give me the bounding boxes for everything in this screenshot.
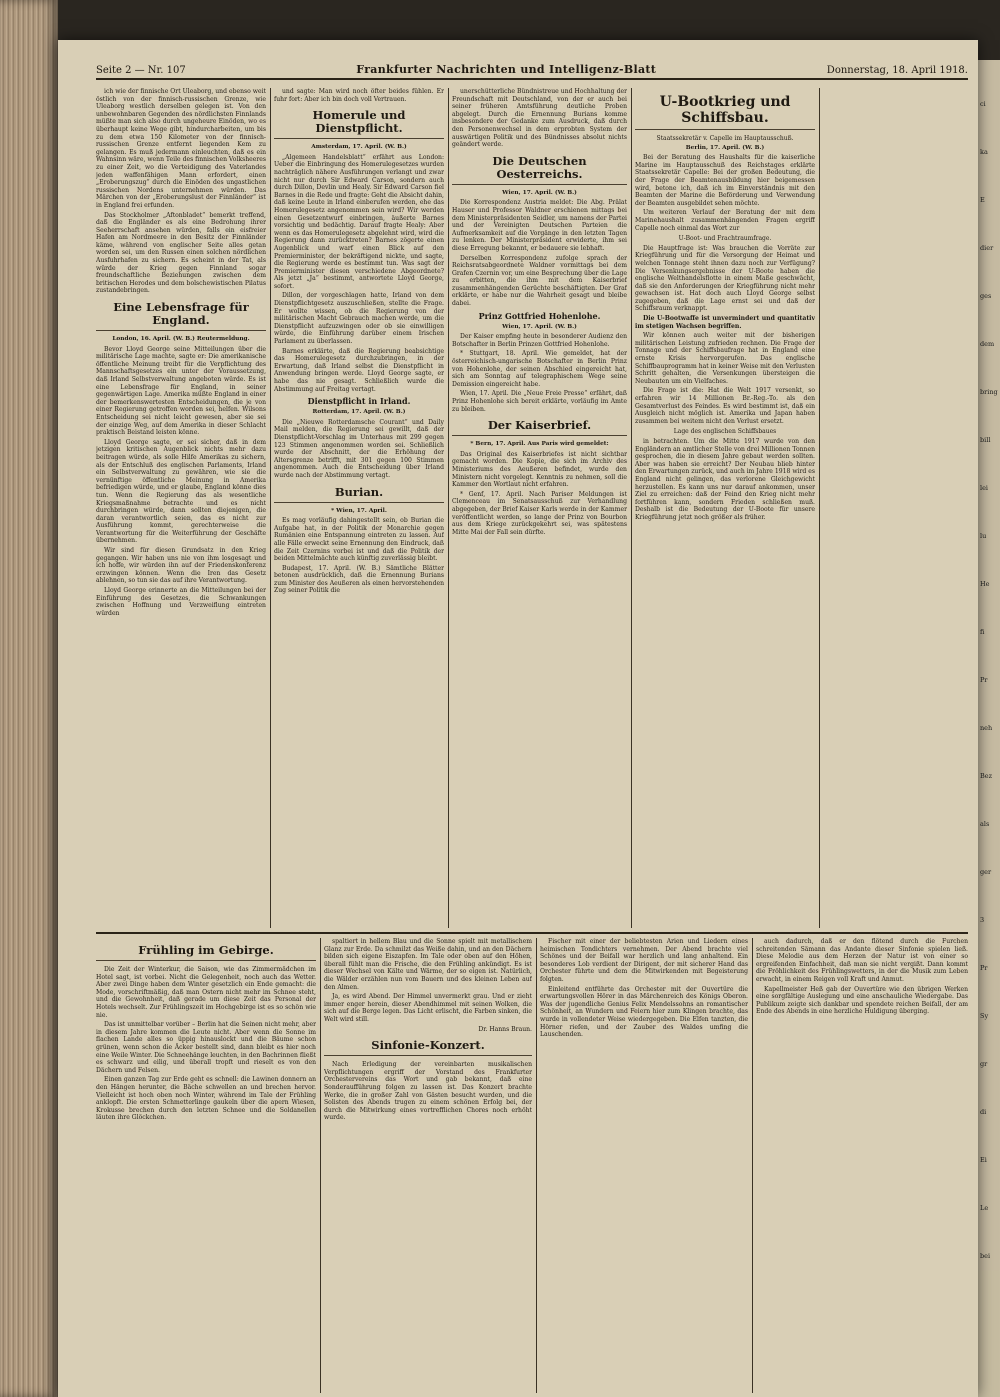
next-page-fragment: 3 [980, 916, 985, 924]
feuilleton-text: spaltiert in hellem Blau und die Sonne spielt mit metallischem Glanz zur Erde. Da schmilzt das Weiße dahin, und an den Dächern bilden sich eigene Eiszapfen. Im Tale oder oben auf den Höhen, überall fühlt man die Frische, die den Frühling ankündigt. Es ist dieser Wechsel von Kälte und Wärme, der so eigen ist. Natürlich, die Wälder erzählen nun vom Bauern und des kleinen Leben auf den Almen. [324, 938, 532, 991]
sub-headline: Staatssekretär v. Capelle im Hauptausschuß. [656, 135, 794, 142]
next-page-fragment: dier [980, 244, 994, 252]
next-page-fragment: ci [980, 100, 986, 108]
dateline: Rotterdam, 17. April. (W. B.) [312, 409, 406, 416]
column-rule [752, 938, 753, 1393]
feuilleton-text: auch dadurch, daß er den flötend durch die Furchen schreitenden Sämann das Andante dieser Sinfonie spielen ließ. Diese Melodie aus dem Herzen der Natur ist von einer so ergreifenden Einfachheit, daß man sie nicht vergißt. Dann kommt die Fröhlichkeit des Frühlingswetters, in der die Musik zum Leben erwacht, in einem Reigen voll Kraft und Anmut. [756, 938, 968, 983]
next-page-fragment: fi [980, 628, 985, 636]
article-text: Dillon, der vorgeschlagen hatte, Irland von dem Dienstpflichtgesetz auszuschließen, stellte die Frage. Er wollte wissen, ob die Regierung von der militärischen Macht Gebrauch machen werde, um die Dienstpflicht aufzuzwingen oder ob sie einwilligen würde, die Einführung darüber einem Irischen Parlament zu überlassen. [274, 292, 444, 346]
sub-headline: Dienstpflicht in Irland. [307, 396, 411, 407]
next-page-fragment: ger [980, 868, 992, 876]
article-headline: Die Deutschen Oesterreichs. [452, 155, 627, 185]
next-page-fragment: bei [980, 1252, 991, 1260]
dateline: Wien, 17. April. (W. B.) [502, 323, 577, 330]
article-text: Um weiteren Verlauf der Beratung der mit dem Marinehaushalt zusammenhängenden Fragen ergriff Capelle noch einmal das Wort zur [635, 209, 815, 232]
next-page-fragment: bring [980, 388, 998, 396]
next-page-fragment: als [980, 820, 990, 828]
sub-headline: U-Boot- und Frachtraumfrage. [678, 235, 772, 243]
next-page-fragment: Sy [980, 1012, 989, 1020]
page-number: Seite 2 — Nr. 107 [96, 65, 186, 76]
dateline: Wien, 17. April. (W. B.) [502, 189, 577, 196]
next-page-fragment: dem [980, 340, 995, 348]
next-page-fragment: Le [980, 1204, 989, 1212]
next-page-fragment: E [980, 196, 985, 204]
feuilleton-headline: Sinfonie-Konzert. [324, 1039, 532, 1056]
dateline: Berlin, 17. April. (W. B.) [685, 144, 765, 151]
article-text: * Genf, 17. April. Nach Pariser Meldungen ist Clemenceau im Senatsausschuß zur Verhandlung abgegeben, der Brief Kaiser Karls werde in der Kammer veröffentlicht werden, so lange der Prinz von Bourbon aus dem Kriege zurückgekehrt sei, was spätestens Mitte Mai der Fall sein dürfte. [452, 490, 627, 536]
feuilleton-text: Nach Erledigung der vereinbarten musikalischen Verpflichtungen ergriff der Vorstand des Frankfurter Orchestervereins das Wort und gab bekannt, daß eine Sonderaufführung folgen zu lassen ist. Das Konzert brachte Werke, die in großer Zahl von Gästen besucht wurden, und die Solisten des Abends trugen zu einem schönen Erfolg bei, der durch die Mitwirkung eines vortrefflichen Chores noch erhöht wurde. [324, 1061, 532, 1122]
article-text: Es mag vorläufig dahingestellt sein, ob Burian die Aufgabe hat, in der Politik der Monarchie gegen Rumänien eine Entspannung eintreten zu lassen. Auf alle Fälle erweckt seine Ernennung den Eindruck, daß die Zeit Czernins vorbei ist und daß die Politik der beiden Mittelmächte auch künftig zuverlässig bleibt. [274, 517, 444, 563]
dateline: Amsterdam, 17. April. (W. B.) [311, 144, 407, 151]
article-text: Die U-Bootwaffe ist unvermindert und quantitativ im stetigen Wachsen begriffen. [635, 315, 815, 330]
feuilleton-column-2 [324, 938, 532, 1393]
column-2 [274, 88, 444, 928]
next-page-fragment: Pr [980, 964, 988, 972]
column-rule [631, 88, 632, 928]
article-text: Budapest, 17. April. (W. B.) Sämtliche Blätter betonen ausdrücklich, daß die Ernennung Burians zum Minister des Aeußeren als einen hervorstehenden Zug seiner Politik die [274, 564, 444, 595]
article-text: und sagte: Man wird noch öfter beides fühlen. Er fuhr fort: Aber ich bin doch voll Vertrauen. [274, 88, 444, 103]
sub-headline: Lage des englischen Schiffsbaues [673, 428, 777, 436]
feuilleton-text: Kapellmeister Heß gab der Ouvertüre wie den übrigen Werken eine sorgfältige Auslegung und eine anschauliche Wiedergabe. Das Publikum zeigte sich dankbar und spendete reichen Beifall, der am Ende des Abends in eine herzliche Huldigung überging. [756, 985, 968, 1016]
article-text: Barnes erklärte, daß die Regierung beabsichtige das Homerulegesetz durchzubringen, in der Erwartung, daß Irland selbst die Dienstpflicht in Anwendung bringen werde. Lloyd George sagte, er habe das nie gesagt. Schließlich wurde die Abstimmung auf Freitag vertagt. [274, 347, 444, 393]
article-text: Bevor Lloyd George seine Mitteilungen über die militärische Lage machte, sagte er: Die amerikanische öffentliche Meinung treibt für die Verpflichtung des Mannschaftsgesetzes ein unter der Voraussetzung, daß Irland Selbstverwaltung angeboten würde. Es ist eine Lebensfrage für England, in seiner gegenwärtigen Lage. Amerika müßte England in einer der bemerkenswertesten Entscheidungen, die je von einer Regierung getroffen worden sei, helfen. Wilsons Entscheidung sei nicht leicht gewesen, aber sie sei der einzige Weg, auf dem Amerika in dieser Schlacht praktisch Beistand leisten könne. [96, 345, 266, 437]
newspaper-page [58, 40, 978, 1397]
article-text: * Stuttgart, 18. April. Wie gemeldet, hat der österreichisch-ungarische Botschafter in Berlin Prinz von Hohenlohe, der seinen Abschied eingereicht hat, sich am Sonntag auf telegraphischem Wege seine Demission eingereicht habe. [452, 350, 627, 388]
article-text: Die Hauptfrage ist: Was brauchen die Vorräte zur Kriegführung und für die Versorgung der Heimat und welchen Tonnage steht ihnen dazu noch zur Verfügung? Die Versenkungsergebnisse der U-Boote haben die englische Welthandelsflotte in einem Maße geschwächt, daß sie den Anforderungen der Kriegführung nicht mehr gewachsen ist. Hat doch auch Lloyd George selbst zugegeben, daß die Lage ernst sei und daß der Schiffsraum verknappt. [635, 244, 815, 313]
article-text: Bei der Beratung des Haushalts für die kaiserliche Marine im Hauptausschuß des Reichstages erklärte Staatssekretär Capelle: Bei der großen Bedeutung, die der Frage der Beamtenausbildung hier beigemessen wird, betone ich, daß ich im Einverständnis mit den Beamten der Marine die Beförderung und Verwendung der Beamten ausgebildet sehen möchte. [635, 154, 815, 207]
next-page-fragment: bill [980, 436, 991, 444]
article-text: Das Original des Kaiserbriefes ist nicht sichtbar gemacht worden. Die Kopie, die sich im Archiv des Ministeriums des Aeußeren befindet, wurde den Ministern nicht vorgelegt. Kenntnis zu nehmen, soll die Kammer den Wortlaut nicht erfahren. [452, 450, 627, 489]
article-text: Der Kaiser empfing heute in besonderer Audienz den Botschafter in Berlin Prinzen Gottfried Hohenlohe. [452, 333, 627, 348]
article-text: in betrachten. Um die Mitte 1917 wurde von den Engländern an amtlicher Stelle von drei Millionen Tonnen gesprochen, die in diesem Jahre gebaut werden sollten. Aber was haben sie erreicht? Der Neubau blieb hinter den Erwartungen zurück, und auch im Jahre 1918 wird es England nicht gelingen, das verlorene Gleichgewicht herzustellen. Es kann uns nur darauf ankommen, unser Ziel zu erreichen: daß der Feind den Krieg nicht mehr fortführen kann, sondern Frieden schließen muß. Deshalb ist die Bedeutung der U-Boote für unsere Kriegführung jetzt noch größer als früher. [635, 437, 815, 521]
sub-headline: Prinz Gottfried Hohenlohe. [478, 310, 601, 321]
article-text: Das Stockholmer „Aftonbladet“ bemerkt treffend, daß die Engländer es als eine Bedrohung ihrer Seeherrschaft ansehen würden, falls ein eisfreier Hafen am Nordmeere in den Besitz der Finnländer käme, während von englischer Seite alles getan worden sei, um den Russen einen solchen nördlichen Ausfuhrhafen zu sichern. Es scheint in der Tat, als würde der Krieg gegen Finnland sogar freundschaftliche Beziehungen zwischen dem britischen Herodes und dem bolschewistischen Pilatus zustandebringen. [96, 211, 266, 295]
article-text: Die „Nieuwe Rotterdamsche Courant“ und Daily Mail melden, die Regierung sei gewillt, daß der Dienstpflicht-Vorschlag im Unterhaus mit 299 gegen 123 Stimmen angenommen worden sei. Schließlich wurde der Abschnitt, der die Erhöhung der Altersgrenze betrifft, mit 301 gegen 100 Stimmen angenommen. Auch die Entscheidung über Irland wurde nach der Abstimmung vertagt. [274, 418, 444, 479]
column-rule [270, 88, 271, 928]
article-text: „Algemeen Handelsblatt“ erfährt aus London: Ueber die Einbringung des Homerulegesetzes wurden nachträglich nähere Ausführungen verlangt und zwar nicht nur durch Sir Edward Carson, sondern auch durch Dillon, Devlin und Healy. Sir Edward Carson fiel Barnes in die Rede und fragte: Geht die Absicht dahin, daß keine Leute in Irland einberufen werden, ehe das Homerulegesetz angenommen sein wird? Wir werden einen Gesetzentwurf einbringen, äußerte Barnes vorsichtig und bedächtig. Darauf fragte Healy: Aber wenn es das Homerulegesetz abgelehnt wird, wird die Regierung dann zurücktreten? Barnes zögerte einen Augenblick und warf einen Blick auf den Premierminister, der bekräftigend nickte, und sagte, die Regierung werde es bestimmt tun. Was sagt der Premierminister diesen verschiedene Abgeordnete? Als jetzt „Ja“ bestimmt, antwortete Lloyd George, sofort. [274, 153, 444, 290]
next-page-fragment: Bez [980, 772, 993, 780]
next-page-fragment: He [980, 580, 990, 588]
feuilleton-text: Einleitend entführte das Orchester mit der Ouvertüre die erwartungsvollen Hörer in das Märchenreich des Königs Oberon. Was der jugendliche Genius Felix Mendelssohns an romantischer Schönheit, an Wundern und Feiern hier zum Klingen brachte, das wurde in vollendeter Weise wiedergegeben. Die Elfen tanzten, die Hörner riefen, und der Zauber des Waldes umfing die Lauschenden. [540, 985, 748, 1039]
article-text: Wir können auch weiter mit der bisherigen militärischen Leistung zufrieden rechnen. Die Frage der Tonnage und der Schiffsbaufrage hat in England eine ernste Krisis hervorgerufen. Das englische Schiffbauprogramm hat in keiner Weise mit den Verlusten Schritt gehalten, die Versenkungen übersteigen die Neubauten um ein Vielfaches. [635, 332, 815, 385]
feuilleton-text: Ja, es wird Abend. Der Himmel unvermerkt grau. Und er zieht immer enger herein, dieser Abendhimmel mit seinen Wolken, die sich auf die Berge legen. Das Licht erlischt, die Farben sinken, die Welt wird still. [324, 993, 532, 1023]
feuilleton-column-1 [96, 938, 316, 1393]
next-page-edge [978, 60, 1000, 1397]
column-3 [452, 88, 627, 928]
author-signature: Dr. Hanns Braun. [478, 1025, 532, 1033]
book-binding [0, 0, 58, 1397]
next-page-fragment: neh [980, 724, 993, 732]
next-page-fragment: gr [980, 1060, 988, 1068]
article-text: Die Frage ist die: Hat die Welt 1917 versenkt, so erfahren wir 14 Millionen Br.-Reg.-To. als den Gesamtverlust des Feindes. Es wird bestimmt ist, daß ein Ausgleich nicht möglich ist. Amerika und Japan haben zusammen bei weitem nicht den Verlust ersetzt. [635, 387, 815, 425]
column-rule [819, 88, 820, 928]
article-headline: Der Kaiserbrief. [452, 419, 627, 436]
column-1 [96, 88, 266, 928]
article-headline: Burian. [274, 486, 444, 503]
article-headline: U-Bootkrieg und Schiffsbau. [635, 94, 815, 130]
column-rule [536, 938, 537, 1393]
article-text: Derselben Korrespondenz zufolge sprach der Reichsratsabgeordnete Waldner vormittags bei dem Grafen Czernin vor, um eine Besprechung über die Lage zu erbitten, die ihm mit dem Kaiserbrief zusammenhängenden Gerüchte beschäftigten. Der Graf erklärte, er habe nur die Wahrheit gesagt und bleibe dabei. [452, 254, 627, 308]
column-rule [320, 938, 321, 1393]
article-text: Wir sind für diesen Grundsatz in den Krieg gegangen. Wir haben uns nie von ihm losgesagt und ich hoffe, wir würden ihn auf der Friedenskonferenz erzwingen können. Wenn die Iren das Gesetz ablehnen, so tun sie das auf ihre Verantwortung. [96, 547, 266, 585]
feuilleton-text: Fischer mit einer der beliebtesten Arien und Liedern eines heimischen Tondichters vernehmen. Der Abend brachte viel Schönes und der Beifall war herzlich und lang anhaltend. Ein besonderes Lob verdient der Dirigent, der mit sicherer Hand das Orchester führte und dem die Mitwirkenden mit Begeisterung folgten. [540, 938, 748, 983]
column-4 [635, 88, 815, 928]
article-headline: Eine Lebensfrage für England. [96, 301, 266, 331]
next-page-fragment: ges [980, 292, 992, 300]
article-headline: Homerule und Dienstpflicht. [274, 109, 444, 139]
dateline: * Bern, 17. April. Aus Paris wird gemeldet: [470, 441, 609, 448]
feuilleton-column-4 [756, 938, 968, 1393]
next-page-fragment: Pr [980, 676, 988, 684]
article-text: Die Korrespondenz Austria meldet: Die Abg. Prälat Hauser und Professor Waldner erschienen mittags bei dem Ministerpräsidenten Seidler, um namens der Partei und der Vereinigten Deutschen Parteien die Aufmerksamkeit auf die Vorgänge in den letzten Tagen zu lenken. Der Ministerpräsident erwiderte, ihm sei diese Erregung bekannt, er bedauere sie lebhaft. [452, 199, 627, 252]
feuilleton-text: Das ist unmittelbar vorüber – Berlin hat die Seinen nicht mehr, aber in diesem Jahre kommen die Leute nicht. Aber wenn die Sonne im flachen Lande alles so üppig hinauslockt und die Bäume schon grünen, wenn schon die Äcker bestellt sind, dann bleibt es hier noch eine Weile Winter. Die Schneehänge leuchten, in den Bachrinnen fließt es schwarz und eilig, und überall tropft und rieselt es von den Dächern und Felsen. [96, 1021, 316, 1074]
feuilleton-text: Einen ganzen Tag zur Erde geht es schnell: die Lawinen donnern an den Hängen herunter, die Bäche schwellen an und brechen hervor. Vielleicht ist hoch oben noch Winter, während im Tale der Frühling anklopft. Die ersten Schmetterlinge gaukeln über die apern Wiesen, Krokusse brechen durch den letzten Schnee und die Soldanellen läuten ihre Glöckchen. [96, 1076, 316, 1122]
feuilleton-column-3 [540, 938, 748, 1393]
article-text: Wien, 17. April. Die „Neue Freie Presse“ erfährt, daß Prinz Hohenlohe sich bereit erklärte, vorläufig im Amte zu bleiben. [452, 390, 627, 413]
issue-date: Donnerstag, 18. April 1918. [826, 65, 968, 76]
feuilleton-headline: Frühling im Gebirge. [96, 944, 316, 961]
article-text: Lloyd George erinnerte an die Mitteilungen bei der Einführung des Gesetzes, die Schwankungen zwischen Hoffnung und Verzweiflung eintreten würden [96, 587, 266, 617]
next-page-fragment: Ei [980, 1156, 987, 1164]
article-text: ich wie der finnische Ort Uleaborg, und ebenso weit östlich von der finnisch-russischen Grenze, wie Uleaborg westlich derselben gelegen ist. Von den unbewohnbaren Gegenden des nördlichsten Finnlands müßte man sich also durch ungeheure Einöden, wo es überhaupt keine Wege gibt, hindurcharbeiten, um bis zu dem etwa 150 Kilometer von der finnisch-russischen Grenze entfernt liegenden Kem zu gelangen. Es muß jedermann einleuchten, daß es ein Wahnsinn wäre, wenn Teile des finnischen Volksheeres zu einer Zeit, wo die Verteidigung des Vaterlandes jeden waffenfähigen Mann erfordert, einen „Eroberungszug“ durch die Einöden des ungastlichen russischen Nordens unternehmen würden. Das Märchen von der „Eroberungslust der Finnländer“ ist in England frei erfunden. [96, 88, 266, 209]
next-page-fragment: ka [980, 148, 988, 156]
next-page-fragment: lei [980, 484, 989, 492]
article-text: Lloyd George sagte, er sei sicher, daß in dem jetzigen kritischen Augenblick nichts mehr dazu beitragen würde, als solle Hilfe Amerikas zu sichern, als der Entschluß des englischen Parlaments, Irland ein Selbstverwaltung zu gewähren, wie sie die vernünftige öffentliche Meinung in Amerika befriedigen würde, und er glaube, England könne dies tun. Wenn die Regierung das als wesentliche Kriegsmaßnahme betrachte und es nicht durchbringen würde, dann sollten diejenigen, die daran verantwortlich seien, das es nicht zur Ausführung kommt, gerechterweise die Verantwortung für die Weiterführung der Geschäfte übernehmen. [96, 438, 266, 545]
newspaper-title: Frankfurter Nachrichten und Intelligenz-Blatt [356, 63, 657, 76]
section-divider [96, 932, 968, 934]
feuilleton-text: Die Zeit der Winterkur, die Saison, wie das Zimmermädchen im Hotel sagt, ist vorbei. Nicht die Gelegenheit, noch auch das Wetter. Aber zwei Dinge haben dem Winter gesetzlich ein Ende gemacht: die Mode, vorschriftmäßig, daß man Ostern nicht mehr im Schnee steht, und die Gewohnheit, daß gerade um diese Zeit das Personal der Hotels wechselt. Zur Frühlingszeit im Hochgebirge ist es so schön wie nie. [96, 966, 316, 1019]
column-rule [448, 88, 449, 928]
page-header [96, 58, 968, 80]
next-page-fragment: di [980, 1108, 987, 1116]
dateline: * Wien, 17. April. [331, 507, 387, 514]
dateline: London, 16. April. (W. B.) Reutermeldung. [112, 336, 250, 343]
article-text: unerschütterliche Bündnistreue und Hochhaltung der Freundschaft mit Deutschland, von der er auch bei seiner früheren Amtsführung deutliche Proben abgelegt. Durch die Ernennung Burians komme insbesondere der Gedanke zum Ausdruck, daß durch den Personenwechsel in dem erprobten System der auswärtigen Politik und des Bündnisses absolut nichts geändert werde. [452, 88, 627, 149]
next-page-fragment: lu [980, 532, 987, 540]
